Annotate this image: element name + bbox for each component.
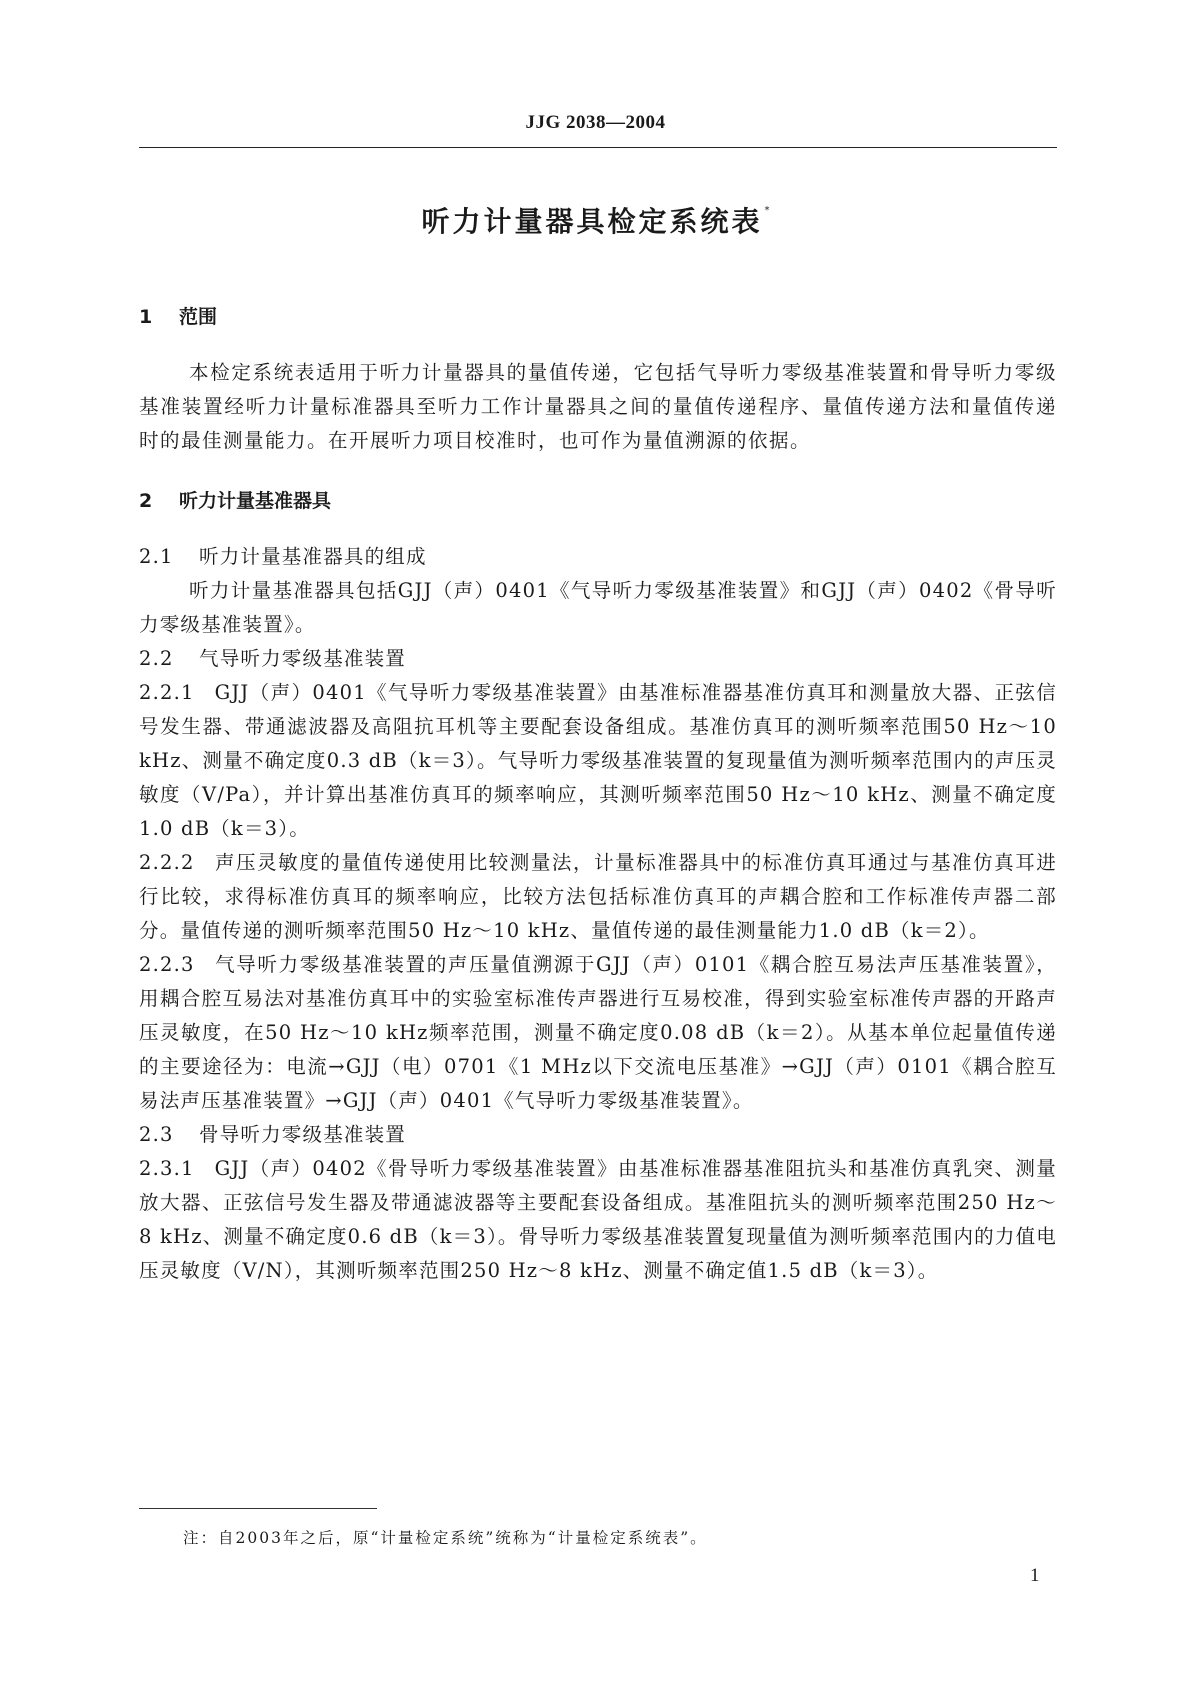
- paragraph-2-3-1: [139, 1152, 1057, 1288]
- subsection-title: 骨导听力零级基准装置: [199, 1123, 407, 1146]
- subsection-number: 2.1: [139, 545, 174, 568]
- title-footnote-mark: *: [764, 205, 770, 216]
- paragraph-2-2-1: [139, 676, 1057, 846]
- clause-text: 气导听力零级基准装置的声压量值溯源于GJJ（声）0101《耦合腔互易法声压基准装置》，用耦合腔互易法对基准仿真耳中的实验室标准传声器进行互易校准，得到实验室标准传声器的开路声压灵敏度，在50 Hz～10 kHz频率范围，测量不确定度0.08 dB（k＝2）。从基本单位起量值传递的主要途径为：电流→GJJ（电）0701《1 MHz以下交流电压基准》→GJJ（声）0101《耦合腔互易法声压基准装置》→GJJ（声）0401《气导听力零级基准装置》。: [139, 953, 1057, 1112]
- subsection-2-3-heading: [139, 1118, 1057, 1152]
- document-title: [0, 200, 1191, 240]
- footnote: 注：自2003年之后，原“计量检定系统”统称为“计量检定系统表”。: [183, 1529, 708, 1547]
- clause-number: 2.3.1: [139, 1157, 195, 1180]
- header-rule: [139, 147, 1057, 148]
- clause-number: 2.2.3: [139, 953, 195, 976]
- subsection-title: 气导听力零级基准装置: [199, 647, 407, 670]
- document-body: [139, 298, 1057, 1288]
- section-1-heading: [139, 298, 1057, 336]
- paragraph-2-2-2: [139, 846, 1057, 948]
- clause-text: GJJ（声）0401《气导听力零级基准装置》由基准标准器基准仿真耳和测量放大器、正弦信号发生器、带通滤波器及高阻抗耳机等主要配套设备组成。基准仿真耳的测听频率范围50 Hz～10 kHz、测量不确定度0.3 dB（k＝3）。气导听力零级基准装置的复现量值为测听频率范围内的声压灵敏度（V/Pa），并计算出基准仿真耳的频率响应，其测听频率范围50 Hz～10 kHz、测量不确定度1.0 dB（k＝3）。: [139, 681, 1057, 840]
- clause-number: 2.2.1: [139, 681, 195, 704]
- subsection-number: 2.3: [139, 1123, 174, 1146]
- clause-number: 2.2.2: [139, 851, 195, 874]
- subsection-number: 2.2: [139, 647, 174, 670]
- footnote-rule: [139, 1508, 377, 1509]
- subsection-2-2-heading: [139, 642, 1057, 676]
- subsection-2-1-heading: [139, 540, 1057, 574]
- section-number: 2: [139, 490, 153, 512]
- section-title: 听力计量基准器具: [179, 490, 332, 512]
- section-title: 范围: [179, 306, 218, 328]
- section-1-paragraph: 本检定系统表适用于听力计量器具的量值传递，它包括气导听力零级基准装置和骨导听力零级基准装置经听力计量标准器具至听力工作计量器具之间的量值传递程序、量值传递方法和量值传递时的最佳测量能力。在开展听力项目校准时，也可作为量值溯源的依据。: [139, 361, 1057, 452]
- title-text: 听力计量器具检定系统表: [421, 205, 763, 238]
- section-number: 1: [139, 306, 153, 328]
- clause-text: 声压灵敏度的量值传递使用比较测量法，计量标准器具中的标准仿真耳通过与基准仿真耳进行比较，求得标准仿真耳的频率响应，比较方法包括标准仿真耳的声耦合腔和工作标准传声器二部分。量值传递的测听频率范围50 Hz～10 kHz、量值传递的最佳测量能力1.0 dB（k＝2）。: [139, 851, 1057, 942]
- page-number: 1: [1030, 1565, 1040, 1586]
- standard-code-header: JJG 2038—2004: [525, 112, 666, 133]
- paragraph-2-2-3: [139, 948, 1057, 1118]
- section-2-heading: [139, 482, 1057, 520]
- subsection-title: 听力计量基准器具的组成: [199, 545, 427, 568]
- clause-text: GJJ（声）0402《骨导听力零级基准装置》由基准标准器基准阻抗头和基准仿真乳突、测量放大器、正弦信号发生器及带通滤波器等主要配套设备组成。基准阻抗头的测听频率范围250 Hz～8 kHz、测量不确定度0.6 dB（k＝3）。骨导听力零级基准装置复现量值为测听频率范围内的力值电压灵敏度（V/N），其测听频率范围250 Hz～8 kHz、测量不确定值1.5 dB（k＝3）。: [139, 1157, 1057, 1282]
- subsection-2-1-paragraph: 听力计量基准器具包括GJJ（声）0401《气导听力零级基准装置》和GJJ（声）0402《骨导听力零级基准装置》。: [139, 579, 1057, 636]
